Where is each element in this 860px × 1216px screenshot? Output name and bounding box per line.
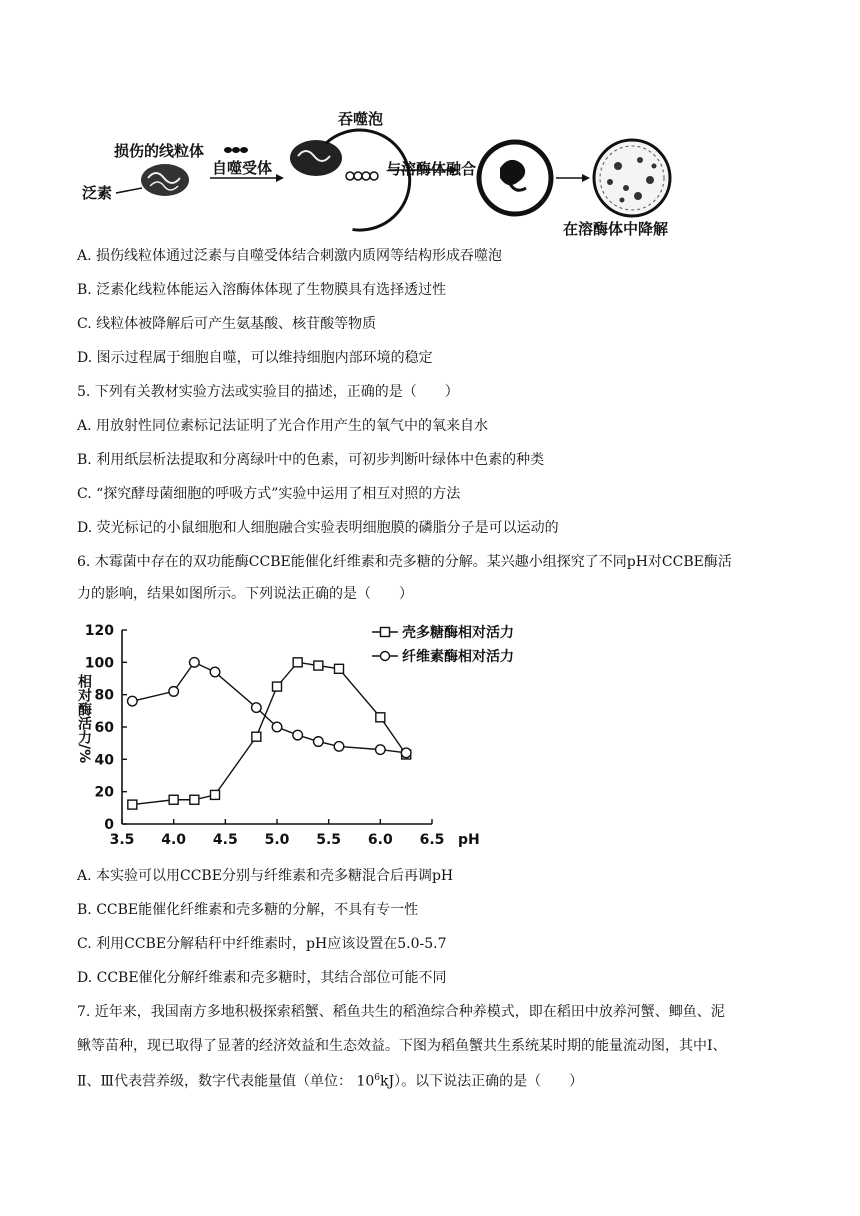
legend-entry: 纤维素酶相对活力 <box>402 649 514 665</box>
q7-line-2: 鳅等苗种，现已取得了显著的经济效益和生态效益。下图为稻鱼蟹共生系统某时期的能量流动图，其中Ⅰ、 <box>77 1038 727 1054</box>
x-tick-label: 3.5 <box>109 832 135 848</box>
y-tick-label: 120 <box>84 623 114 639</box>
damaged-mito-label: 损伤的线粒体 <box>114 142 205 160</box>
ubiquitin-label: 泛素 <box>82 184 113 202</box>
y-tick-label: 0 <box>104 817 114 833</box>
q6-stem-line-1: 6. 木霉菌中存在的双功能酶CCBE能催化纤维素和壳多糖的分解。某兴趣小组探究了不同pH对CCBE酶活 <box>77 554 732 570</box>
x-tick-label: 4.5 <box>212 832 238 848</box>
fuse-lysosome-label: 与溶酶体融合 <box>386 160 477 178</box>
data-point-square <box>169 795 178 804</box>
series-line <box>132 662 406 804</box>
data-point-square <box>190 795 199 804</box>
data-point-square <box>335 664 344 673</box>
data-point-circle <box>314 737 324 747</box>
q7-unit-exponent: 6 <box>374 1073 381 1083</box>
q6-option-b: B. CCBE能催化纤维素和壳多糖的分解，不具有专一性 <box>77 902 419 918</box>
x-tick-label: 5.5 <box>316 832 342 848</box>
data-point-circle <box>376 745 386 755</box>
q5-option-c: C. “探究酵母菌细胞的呼吸方式”实验中运用了相互对照的方法 <box>77 486 461 502</box>
legend-entry: 壳多糖酶相对活力 <box>402 625 514 641</box>
legend-marker-square <box>381 628 390 637</box>
data-point-square <box>376 713 385 722</box>
data-point-circle <box>128 696 138 706</box>
q7-line-1: 7. 近年来，我国南方多地积极探索稻蟹、稻鱼共生的稻渔综合种养模式，即在稻田中放养河蟹、鲫鱼、泥 <box>77 1004 725 1020</box>
phagosome-label: 吞噬泡 <box>338 110 384 128</box>
q7-line-3 <box>77 1068 583 1092</box>
data-point-circle <box>210 667 220 677</box>
q6-option-a: A. 本实验可以用CCBE分别与纤维素和壳多糖混合后再调pH <box>77 868 454 884</box>
data-point-circle <box>293 730 303 740</box>
q4-option-c: C. 线粒体被降解后可产生氨基酸、核苷酸等物质 <box>77 316 377 332</box>
data-point-circle <box>190 658 200 668</box>
autophagy-receptor-label: 自噬受体 <box>212 159 273 177</box>
data-point-circle <box>272 722 282 732</box>
q5-option-d: D. 荧光标记的小鼠细胞和人细胞融合实验表明细胞膜的磷脂分子是可以运动的 <box>77 520 559 536</box>
y-axis-label: 相对酶活力/% <box>76 674 92 764</box>
damaged-mitochondrion-icon <box>141 164 189 196</box>
x-tick-label: 4.0 <box>161 832 187 848</box>
data-point-square <box>211 790 220 799</box>
data-point-square <box>128 800 137 809</box>
x-tick-label: 5.0 <box>264 832 290 848</box>
data-point-circle <box>169 687 179 697</box>
degrade-label: 在溶酶体中降解 <box>563 220 669 238</box>
y-tick-label: 40 <box>94 752 114 769</box>
mitophagy-diagram <box>70 100 710 240</box>
data-point-circle <box>401 748 411 758</box>
q5-option-b: B. 利用纸层析法提取和分离绿叶中的色素，可初步判断叶绿体中色素的种类 <box>77 452 545 468</box>
y-tick-label: 100 <box>84 655 114 672</box>
y-tick-label: 80 <box>94 687 114 704</box>
y-tick-label: 20 <box>94 784 114 801</box>
y-tick-label: 60 <box>94 720 114 736</box>
data-point-square <box>252 732 261 741</box>
data-point-circle <box>334 742 344 752</box>
x-tick-label: 6.0 <box>367 832 393 848</box>
q4-option-a: A. 损伤线粒体通过泛素与自噬受体结合刺激内质网等结构形成吞噬泡 <box>77 248 503 264</box>
q5-option-a: A. 用放射性同位素标记法证明了光合作用产生的氧气中的氧来自水 <box>77 418 489 434</box>
q6-option-d: D. CCBE催化分解纤维素和壳多糖时，其结合部位可能不同 <box>77 970 447 986</box>
series-line <box>132 662 406 753</box>
data-point-square <box>293 658 302 667</box>
lysosome-degradation-icon <box>594 140 670 216</box>
x-axis-label: pH <box>458 832 480 848</box>
autolysosome-icon <box>479 142 551 214</box>
data-point-circle <box>252 703 262 713</box>
data-point-square <box>314 661 323 670</box>
autophagy-receptor-icon <box>224 147 248 153</box>
q7-line-3-a: Ⅱ、Ⅲ代表营养级，数字代表能量值（单位： 10 <box>77 1073 375 1090</box>
q4-option-d: D. 图示过程属于细胞自噬，可以维持细胞内部环境的稳定 <box>77 350 433 366</box>
legend-marker-circle <box>381 652 390 661</box>
q7-line-3-b: kJ）。以下说法正确的是（ ） <box>380 1073 584 1090</box>
x-tick-label: 6.5 <box>419 832 445 848</box>
data-point-square <box>273 682 282 691</box>
q5-stem: 5. 下列有关教材实验方法或实验目的描述，正确的是（ ） <box>77 384 459 400</box>
q6-stem-line-2: 力的影响，结果如图所示。下列说法正确的是（ ） <box>77 586 413 602</box>
q6-option-c: C. 利用CCBE分解秸秆中纤维素时，pH应该设置在5.0-5.7 <box>77 936 447 952</box>
q4-option-b: B. 泛素化线粒体能运入溶酶体体现了生物膜具有选择透过性 <box>77 282 447 298</box>
enzyme-activity-chart <box>60 612 560 852</box>
